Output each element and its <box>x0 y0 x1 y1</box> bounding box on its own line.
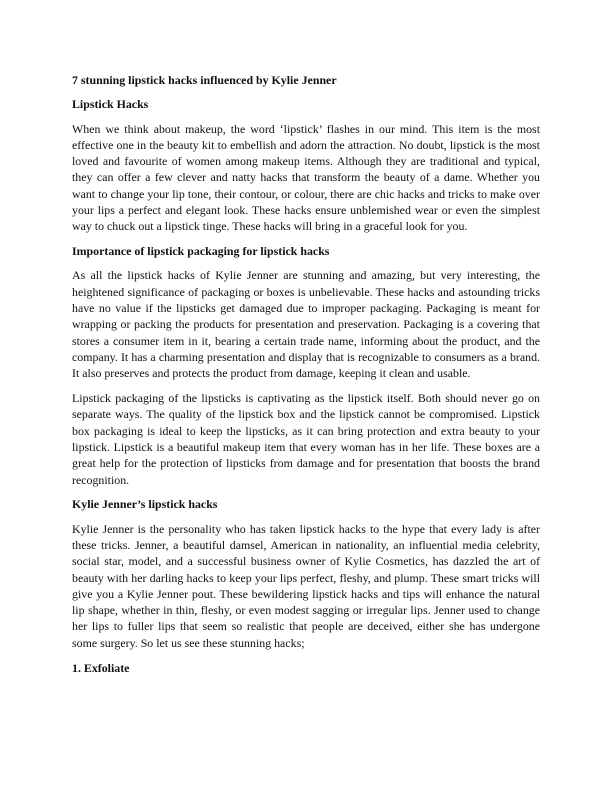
document-page <box>72 72 540 684</box>
section-heading: Lipstick Hacks <box>72 97 149 112</box>
numbered-heading: 1. Exfoliate <box>72 660 130 675</box>
document-title: 7 stunning lipstick hacks influenced by Kylie Jenner <box>72 73 337 87</box>
paragraph: Kylie Jenner is the personality who has taken lipstick hacks to the hype that every lady is after these tricks. Jenner, a beautiful damsel, American in nationality, an influential media celebrity, social star, model, and a successful business owner of Kylie Cosmetics, has dazzled the art of beauty with her darling hacks to keep your lips perfect, fleshy, and plump. These smart tricks will give you a Kylie Jenner pout. These bewildering lipstick hacks and tips will enhance the natural lip shape, whether in thin, fleshy, or even modest sagging or irregular lips. Jenner used to change her lips to fuller lips that seem so realistic that people are deceived, either she has undergone some surgery. So let us see these stunning hacks; <box>72 521 540 650</box>
paragraph: Lipstick packaging of the lipsticks is captivating as the lipstick itself. Both should never go on separate ways. The quality of the lipstick box and the lipstick cannot be compromised. Lipstick box packaging is ideal to keep the lipsticks, as it can bring protection and extra beauty to your lipstick. Lipstick is a beautiful makeup item that every woman has in her life. These boxes are a great help for the protection of lipsticks from damage and for presentation that boosts the brand recognition. <box>72 391 540 487</box>
section-heading: Importance of lipstick packaging for lipstick hacks <box>72 244 330 259</box>
section-heading: Kylie Jenner’s lipstick hacks <box>72 497 218 512</box>
paragraph: As all the lipstick hacks of Kylie Jenner are stunning and amazing, but very interesting, the heightened significance of packaging or boxes is unbelievable. These hacks and astounding tricks have no value if the lipsticks get damaged due to improper packaging. Packaging is meant for wrapping or packing the products for presentation and preservation. Packaging is a covering that stores a consumer item in it, bearing a certain trade name, informing about the product, and the company. It has a charming presentation and display that is recognizable to consumers as a brand. It also preserves and protects the product from damage, keeping it clean and usable. <box>72 268 540 381</box>
paragraph: When we think about makeup, the word ‘lipstick’ flashes in our mind. This item is the most effective one in the beauty kit to embellish and adorn the attraction. No doubt, lipstick is the most loved and favourite of women among makeup items. Although they are traditional and typical, they can offer a few clever and natty hacks that transform the beauty of a dame. Whether you want to change your lip tone, their contour, or colour, there are chic hacks and tricks to make over your lips a perfect and elegant look. These hacks ensure unblemished wear or even the simplest way to chuck out a lipstick tinge. These hacks will bring in a graceful look for you. <box>72 121 540 234</box>
